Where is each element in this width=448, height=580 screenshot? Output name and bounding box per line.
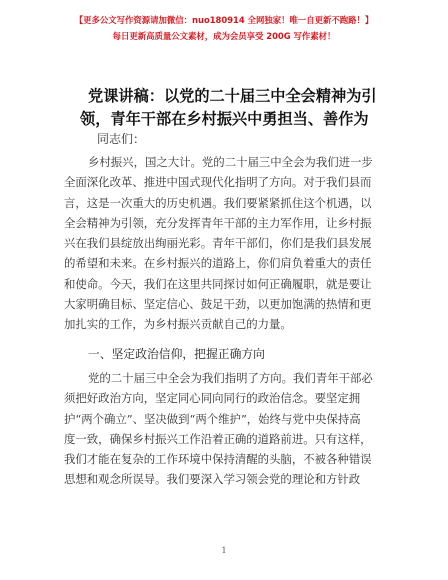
paragraph-line: 兴在我们县绽放出绚丽光彩。青年干部们，你们是我们县发展 [64, 236, 372, 251]
promo-banner-line2: 每日更新高质量公文素材，成为会员享受 200G 写作素材！ [112, 31, 336, 41]
title-line-2: 领，青年干部在乡村振兴中勇担当、善作为 [80, 110, 369, 128]
paragraph-line: 加扎实的工作，为乡村振兴贡献自己的力量。 [64, 317, 292, 332]
paragraph-line: 乡村振兴，国之大计。党的二十届三中全会为我们进一步 [88, 155, 373, 169]
paragraph-line: 护“两个确立”、坚决做到“两个维护”，始终与党中央保持高 [64, 411, 361, 426]
paragraph-line: 度一致，确保乡村振兴工作沿着正确的道路前进。只有这样， [64, 431, 372, 446]
section-heading-1: 一、坚定政治信仰，把握正确方向 [88, 347, 265, 361]
salutation: 同志们： [97, 132, 146, 146]
paragraph-line: 和使命。今天，我们在这里共同探讨如何正确履职，就是要让 [64, 276, 372, 291]
paragraph-line: 须把好政治方向，坚定同心同向同行的政治信念。要坚定拥 [64, 391, 361, 406]
paragraph-line: 党的二十届三中全会为我们指明了方向。我们青年干部必 [88, 371, 373, 385]
paragraph-line: 的希望和未来。在乡村振兴的道路上，你们肩负着重大的责任 [64, 256, 372, 271]
paragraph-1 [64, 152, 382, 335]
paragraph-line: 思想和观念所误导。我们要深入学习领会党的理论和方针政 [64, 472, 361, 487]
paragraph-line: 大家明确目标、坚定信心、鼓足干劲，以更加饱满的热情和更 [64, 297, 372, 312]
page-number: 1 [221, 546, 227, 555]
paragraph-line: 全面深化改革、推进中国式现代化指明了方向。对于我们县而 [64, 175, 372, 190]
page-title [80, 85, 388, 131]
title-line-1: 党课讲稿：以党的二十届三中全会精神为引 [88, 87, 377, 105]
paragraph-line: 言，这是一次重大的历史机遇。我们要紧紧抓住这个机遇，以 [64, 195, 372, 210]
paragraph-line: 我们才能在复杂的工作环境中保持清醒的头脑，不被各种错误 [64, 452, 372, 467]
paragraph-2 [64, 368, 382, 490]
paragraph-line: 全会精神为引领，充分发挥青年干部的主力军作用，让乡村振 [64, 215, 372, 230]
promo-banner-line1: 【更多公文写作资源请加微信：nuo180914 全网独家！唯一自更新不跑路！】 [74, 15, 374, 25]
